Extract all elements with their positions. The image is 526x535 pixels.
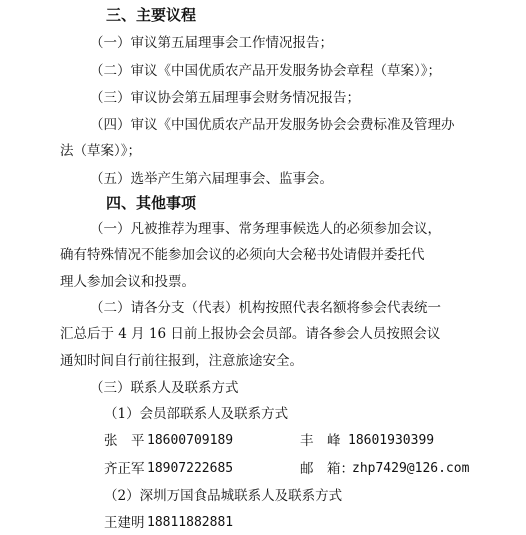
agenda-item-2: （二）审议《中国优质农产品开发服务协会章程（草案）》； <box>90 63 441 79</box>
contacts-title: （三）联系人及联系方式 <box>90 380 239 396</box>
other-para1-line2: 确有特殊情况不能参加会议的必须向大会秘书处请假并委托代 <box>60 247 425 263</box>
contact-name: 王建明 <box>104 515 145 531</box>
section-heading-agenda: 三、主要议程 <box>106 6 197 24</box>
agenda-item-4: （四）审议《中国优质农产品开发服务协会会费标准及管理办 <box>90 117 455 133</box>
other-para2-line3: 通知时间自行前往报到，注意旅途安全。 <box>60 353 303 369</box>
contact-phone: 18811882881 <box>147 515 234 530</box>
other-para2-line1: （二）请各分支（代表）机构按照代表名额将参会代表统一 <box>90 300 441 316</box>
contact-name: 张 平 <box>104 433 145 449</box>
member-dept-title: （1）会员部联系人及联系方式 <box>104 406 289 422</box>
contact-phone: 18600709189 <box>147 433 234 448</box>
contact-email: zhp7429@126.com <box>352 461 470 476</box>
contact-name: 丰 峰 <box>300 433 341 449</box>
other-para1-line3: 理人参加会议和投票。 <box>60 274 195 290</box>
agenda-item-5: （五）选举产生第六届理事会、监事会。 <box>90 171 333 187</box>
shenzhen-title: （2）深圳万国食品城联系人及联系方式 <box>104 488 343 504</box>
contact-phone: 18907222685 <box>147 461 234 476</box>
agenda-item-3: （三）审议协会第五届理事会财务情况报告； <box>90 90 360 106</box>
other-para2-line2: 汇总后于 4 月 16 日前上报协会会员部。请各参会人员按照会议 <box>60 326 441 342</box>
section-heading-other: 四、其他事项 <box>106 194 197 212</box>
agenda-item-1: （一）审议第五届理事会工作情况报告； <box>90 35 333 51</box>
contact-name: 齐正军 <box>104 461 145 477</box>
agenda-item-4-cont: 法（草案）》； <box>60 143 141 159</box>
other-para1-line1: （一）凡被推荐为理事、常务理事候选人的必须参加会议， <box>90 221 441 237</box>
contact-email-label: 邮 箱： <box>300 461 354 477</box>
contact-phone: 18601930399 <box>348 433 435 448</box>
